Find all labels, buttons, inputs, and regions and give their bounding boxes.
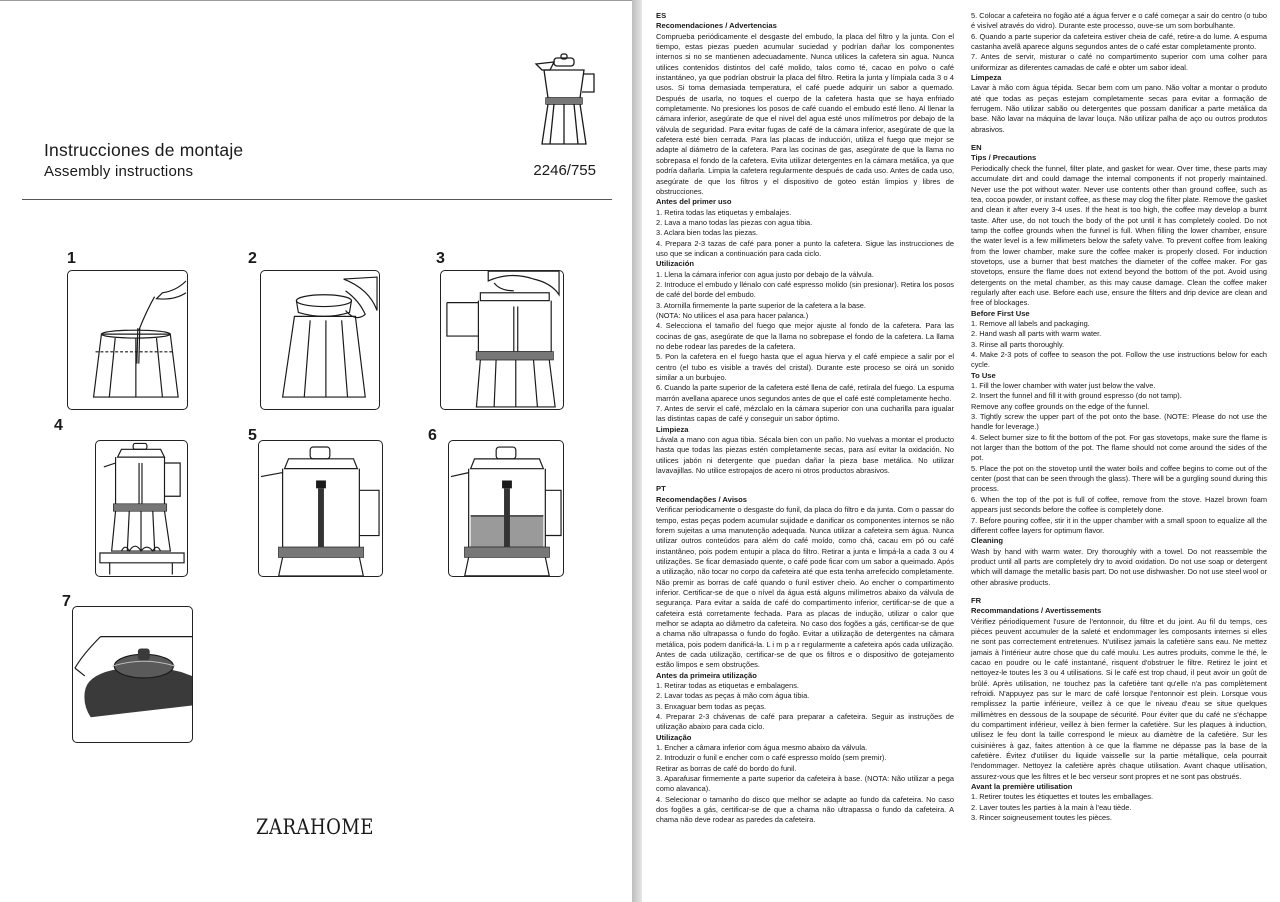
header-rule (22, 199, 612, 200)
step-number-5: 5 (248, 427, 257, 444)
en-tips-heading: Tips / Precautions (971, 153, 1037, 163)
boiling-icon (259, 441, 382, 576)
list-item: 2. Insert the funnel and fill it with ground espresso (do not tamp). (971, 391, 1182, 401)
list-item: 6. Cuando la parte superior de la cafetera esté llena de café, retírala del fuego. La espuma marrón avellana aparece unos segundos antes de que el café esté completamente hecho. (656, 383, 954, 403)
list-item: Remove any coffee grounds on the edge of the funnel. (971, 401, 1150, 411)
list-item: 4. Prepara 2-3 tazas de café para poner a punto la cafetera. Sigue las instrucciones de uso que se indican a continuación para cada ciclo. (656, 238, 954, 258)
model-number: 2246/755 (533, 162, 596, 179)
step-3-panel (440, 270, 564, 410)
step-number-1: 1 (67, 250, 76, 267)
step-number-7: 7 (62, 593, 71, 610)
screw-top-icon (441, 271, 563, 409)
list-item: 5. Place the pot on the stovetop until the water boils and coffee begins to come out of the center (post that can be seen through the glass). There will be a gurgling sound during this process. (971, 463, 1267, 494)
list-item: 7. Antes de servir el café, mézclalo en la cámara superior con una cucharilla para igualar las distintas capas de café y conseguir un sabor óptimo. (656, 404, 954, 424)
list-item: 3. Rincer soigneusement toutes les pièces. (971, 813, 1112, 823)
step-1-panel (67, 270, 188, 410)
list-item: 7. Antes de servir, misturar o café no compartimento superior com uma colher para uniformizar as diferentes camadas de café e obter um sabor ideal. (971, 52, 1267, 72)
list-item: 2. Laver toutes les parties à la main à l'eau tiède. (971, 802, 1132, 812)
step-6-panel (448, 440, 564, 577)
list-item: 2. Introduce el embudo y llénalo con café espresso molido (sin presionar). Retira los posos de café del borde del embudo. (656, 279, 954, 300)
title-spanish: Instrucciones de montaje (44, 140, 244, 160)
right-page (642, 0, 1280, 902)
list-item: 4. Selecionar o tamanho do disco que melhor se adapte ao fundo da cafeteira. No caso dos fogões a gás, certificar-se de que a chama não ultrapassa o fundo da cafeteira. A chama não deve rodear as paredes da cafeteira. (656, 794, 954, 825)
list-item: 1. Retirar todas as etiquetas e embalagens. (656, 681, 799, 690)
list-item: (NOTA: No utilices el asa para hacer palanca.) (656, 310, 809, 320)
list-item: 1. Encher a câmara inferior com água mesmo abaixo da válvula. (656, 743, 868, 753)
fr-warnings-text: Vérifiez périodiquement l'usure de l'entonnoir, du filtre et du joint. Au fil du temps, ces pièces peuvent accumuler de la saleté et endommager les composants internes si elles ne sont pas correctement entretenues. N'utilisez jamais la cafetière sans eau. Ne mettez jamais à l'intérieur autre chose que du café moulu. Les autres produits, comme le thé, le cacao en poudre ou le café instantané, risquent d'obstruer le filtre. Retirez le joint et nettoyez-le toutes les 3 ou 4 utilisations. Si le café est trop chaud, il peut avoir un goût de brûlé. Après utilisation, ne touchez pas la cafetière tant qu'elle n'a pas complètement refroidi. N'appuyez pas sur le marc de café lorsque l'entonnoir est plein. Lorsque vous remplissez la partie inférieure, veillez à ce que le niveau d'eau se situe quelques millimètres en dessous de la soupape de sécurité. Pour éviter que du café ne s'échappe du compartiment inférieur, veillez à bien fermer la cafetière. Sur les plaques à induction, utilisez le feu dont la taille correspond le mieux au diamètre de la cafetière. Sur les cuisinières à gaz, faites attention à ce que la flamme ne dépasse pas la base de la cafetière. Évitez d'utiliser du liquide vaisselle sur la partie métallique, cela pourrait l'endommager. Nettoyez la cafetière après chaque utilisation. Avant chaque utilisation, assurez-vous que les filtres et le bec verseur sont propres et ne sont pas obstrués. (971, 616, 1267, 781)
serve-stir-icon (73, 607, 192, 742)
list-item: 5. Pon la cafetera en el fuego hasta que el agua hierva y el café empiece a salir por el centro (el tubo es visible a través del cristal). Durante este proceso se oirá un sonido similar a un burbujeo. (656, 352, 954, 383)
step-number-6: 6 (428, 427, 437, 444)
list-item: 4. Select burner size to fit the bottom of the pot. For gas stovetops, make sure the flame is not larger than the bottom of the pot. The flame should not come around the sides of the pot. (971, 432, 1267, 463)
list-item: 1. Retira todas las etiquetas y embalajes. (656, 207, 792, 217)
list-item: 3. Aclara bien todas las piezas. (656, 228, 758, 238)
page-fold (632, 0, 642, 902)
pt-cleaning-heading: Limpeza (971, 73, 1002, 83)
en-first-use-heading: Before First Use (971, 308, 1030, 318)
lang-fr: FR (971, 595, 982, 605)
list-item: 2. Lava a mano todas las piezas con agua tibia. (656, 217, 813, 227)
lang-es: ES (656, 11, 667, 20)
title-english: Assembly instructions (44, 163, 194, 180)
list-item: 1. Retirer toutes les étiquettes et toutes les emballages. (971, 792, 1153, 802)
header-moka-pot-icon (528, 52, 600, 152)
list-item: 4. Selecciona el tamaño del fuego que mejor ajuste al fondo de la cafetera. Para las cocinas de gas, asegúrate de que la llama no sobrepase el fondo de la cafetera. La llama no debe rodear las paredes de la cafetera. (656, 321, 954, 351)
en-tips-text: Periodically check the funnel, filter plate, and gasket for wear. Over time, these parts may accumulate dirt and could damage the internal components if not properly maintained. Never use the pot without water. Never use contents other than ground coffee, such as tea, cocoa powder, or instant coffee, as these may clog the filter plate. Remove the gasket and clean it after every 3-4 uses. If the heat is too high, the coffee may develop a burnt taste. After use, do not touch the body of the pot until it has completely cooled. Do not tamp the coffee grounds when the funnel is full. When filling the lower chamber, ensure the water level is a few millimeters below the safety valve. To prevent coffee from leaking from the lower chamber, make sure the coffee maker is properly closed. For induction stovetops, use a burner that best matches the diameter of the coffee maker. For gas stovetops, ensure the flame does not extend beyond the bottom of the pot. Avoid using detergents on the metal chamber, as this may cause damage. Clean the coffee maker regularly after each use. Before each use, ensure the filters and drip device are clean and free of blockages. (971, 163, 1267, 308)
lang-en: EN (971, 143, 982, 153)
list-item: 1. Remove all labels and packaging. (971, 318, 1090, 328)
es-warnings-heading: Recomendaciones / Advertencias (656, 21, 777, 31)
list-item: 4. Make 2-3 pots of coffee to season the pot. Follow the use instructions below for each cycle. (971, 350, 1267, 370)
step-4-panel (95, 440, 188, 577)
step-2-panel (260, 270, 380, 410)
lang-pt: PT (656, 484, 666, 494)
es-first-use-heading: Antes del primer uso (656, 197, 732, 207)
step-5-panel (258, 440, 383, 577)
list-item: 3. Rinse all parts thoroughly. (971, 339, 1065, 349)
pt-warnings-heading: Recomendações / Avisos (656, 494, 748, 504)
en-cleaning-text: Wash by hand with warm water. Dry thoroughly with a towel. Do not reassemble the product until all parts are completely dry to avoid oxidation. Do not use soap or detergent which will damage the metallic basis part. Do not use dishwasher. Do not use steel wool or other abrasive products. (971, 546, 1267, 587)
brand-logo: ZARAHOME (256, 815, 374, 839)
list-item: 4. Preparar 2-3 chávenas de café para preparar a cafeteira. Seguir as instruções de utilização abaixo para cada ciclo. (656, 712, 954, 732)
column-es-pt (656, 11, 954, 826)
step-number-3: 3 (436, 250, 445, 267)
list-item: 3. Aparafusar firmemente a parte superior da cafeteira à base. (NOTA: Não utilizar a pega como alavanca). (656, 774, 954, 794)
list-item: 5. Colocar a cafeteira no fogão até a água ferver e o café começar a sair do centro (o tubo é visível através do vidro). Durante este processo, ouve-se um som borbulhante. (971, 11, 1267, 31)
fr-first-use-heading: Avant la première utilisation (971, 782, 1073, 792)
pt-cleaning-text: Lavar à mão com água tépida. Secar bem com um pano. Não voltar a montar o produto até que todas as peças estejam completamente secas para evitar a formação de ferrugem. Não utilizar sabão ou detergentes que possam danificar a parte metálica da base. Não lavar na máquina de lavar louça. Não utilizar palha de aço ou outros produtos abrasivos. (971, 83, 1267, 134)
list-item: 3. Tightly screw the upper part of the pot onto the base. (NOTE: Please do not use the handle for leverage.) (971, 412, 1267, 432)
list-item: 7. Before pouring coffee, stir it in the upper chamber with a small spoon to equalize all the different coffee layers for optimum flavor. (971, 515, 1267, 535)
pouring-water-icon (68, 271, 187, 409)
list-item: Retirar as borras de café do bordo do funil. (656, 763, 797, 773)
list-item: 1. Llena la cámara inferior con agua justo por debajo de la válvula. (656, 269, 874, 279)
es-use-heading: Utilización (656, 259, 694, 269)
es-cleaning-heading: Limpieza (656, 424, 689, 434)
left-page (0, 0, 632, 902)
step-number-4: 4 (54, 417, 63, 434)
list-item: 6. Quando a parte superior da cafeteira estiver cheia de café, retire-a do lume. A espuma castanha avelã aparece alguns segundos antes de o café estar completamente pronto. (971, 31, 1267, 52)
list-item: 2. Lavar todas as peças à mão com água tibia. (656, 691, 810, 701)
pt-first-use-heading: Antes da primeira utilização (656, 670, 757, 680)
list-item: 2. Introduzir o funil e encher com o café espresso moído (sem premir). (656, 753, 887, 763)
list-item: 1. Fill the lower chamber with water just below the valve. (971, 381, 1156, 391)
en-cleaning-heading: Cleaning (971, 536, 1004, 546)
list-item: 2. Hand wash all parts with warm water. (971, 329, 1102, 339)
list-item: 3. Atornilla firmemente la parte superior de la cafetera a la base. (656, 300, 866, 310)
en-use-heading: To Use (971, 370, 996, 380)
coffee-full-icon (449, 441, 563, 576)
step-7-panel (72, 606, 193, 743)
list-item: 3. Enxaguar bem todas as peças. (656, 701, 767, 711)
es-warnings-text: Comprueba periódicamente el desgaste del embudo, la placa del filtro y la junta. Con el tiempo, estas piezas pueden acumular suciedad y podrían dañar los componentes internos si no se mantienen adecuadamente. Nunca utilices la cafetera sin agua. Nunca utilices contenidos distintos del café molido, talos como té, cacao en polvo o café instantáneo, ya que podrían obstruir la placa del filtro. Retira la junta y límpiala cada 3 o 4 usos. Si toma demasiada temperatura, el café puede adquirir un sabor a quemado. Después de usarla, no toques el cuerpo de la cafetera hasta que se haya enfriado completamente. No presiones los posos de café cuando el embudo esté lleno. Al llenar la cámara inferior, asegúrate de que el nivel del agua esté unos milímetros por debajo de la válvula de seguridad. Para evitar fugas de café de la cámara inferior, asegúrate de que la cafetera esté bien cerrada. Para las placas de inducción, utiliza el fuego que mejor se adapte al diámetro de la cafetera. Para las cocinas de gas, asegúrate de que la llama no sobrepasa el fondo de la cafetera. Evita utilizar detergentes en la cámara metálica, ya que podría dañarla. Limpia la cafetera regularmente después de cada uso. Antes de cada uso, asegúrate de que los filtros y el dispositivo de goteo están limpios y libres de obstrucciones. (656, 31, 954, 196)
step-number-2: 2 (248, 250, 257, 267)
pt-warnings-text: Verificar periodicamente o desgaste do funil, da placa do filtro e da junta. Com o passar do tempo, estas peças podem acumular sujidade e danificar os componentes internos se não forem sujeitas a uma manutenção adequada. Nunca utilizar a cafeteira sem água. Nunca utilizar outros conteúdos para além do café moído, como chá, cacau em pó ou café instantâneo, pois podem entupir a placa do filtro. Retirar a junta e limpá-la a cada 3 ou 4 utilizações. Se ficar demasiado quente, o café pode ficar com um sabor a queimado. Após a utilização, não tocar no corpo da cafeteira até que esta tenha arrefecido completamente. Não premir as borras de café quando o funil estiver cheio. Ao encher o compartimento inferior. Certificar-se de que o nível da água está alguns milímetros abaixo da válvula de segurança. Para evitar a saída de café do compartimento inferior, certificar-se de que a cafeteira está corretamente fechada. Para as placas de indução, utilizar o calor que melhor se adapta ao diâmetro da cafeteira. No caso dos fogões a gás, certificar-se de que a chama não ultrapassa o fundo do fogão. Evitar a utilização de detergentes na câmara metálica, pois podem danificá-la. L i m p a r regularmente a cafeteira após cada utilização. Antes de cada utilização, certificar-se de que os filtros e o dispositivo de gotejamento estão limpos e sem obstruções. (656, 505, 954, 670)
es-cleaning-text: Lávala a mano con agua tibia. Sécala bien con un paño. No vuelvas a montar el producto hasta que todas las piezas estén completamente secas, para así evitar la oxidación. No utilices jabón ni detergente que puedan dañar la pieza base metálica. No utilizar lavavajillas. No utilice estropajos de acero ni otros productos abrasivos. (656, 435, 954, 476)
fr-warnings-heading: Recommandations / Avertissements (971, 606, 1102, 616)
top-border (0, 0, 632, 1)
column-pt-en-fr (971, 11, 1267, 823)
pt-use-heading: Utilização (656, 732, 692, 742)
stove-placement-icon (96, 441, 187, 576)
funnel-insert-icon (261, 271, 379, 409)
list-item: 6. When the top of the pot is full of coffee, remove from the stove. Hazel brown foam appears just seconds before the coffee is completely done. (971, 494, 1267, 515)
